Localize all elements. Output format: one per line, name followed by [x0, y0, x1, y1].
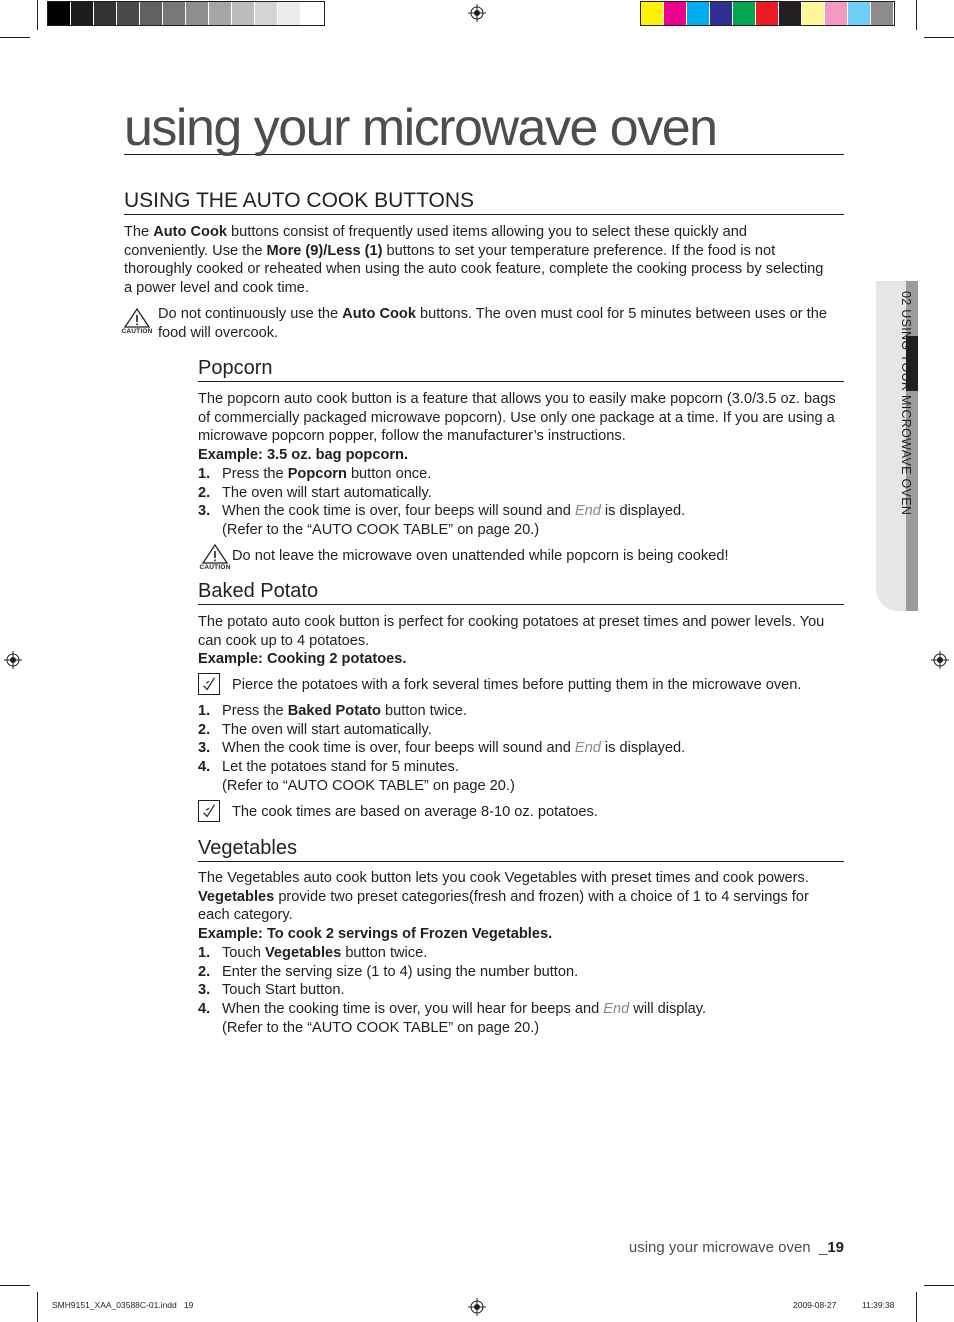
- side-tab-label: 02 USING YOUR MICROWAVE OVEN: [899, 291, 913, 516]
- color-swatch: [641, 2, 664, 25]
- popcorn-caution-text: Do not leave the microwave oven unattended while popcorn is being cooked!: [232, 548, 729, 564]
- vegetables-steps: [198, 944, 844, 1038]
- caution-icon: [119, 307, 155, 337]
- grayscale-swatch-bar: [47, 1, 325, 26]
- crop-mark: [37, 0, 38, 30]
- crop-mark: [916, 1292, 917, 1322]
- list-item: 2. The oven will start automatically.: [198, 721, 432, 738]
- list-item: 1. Press the Baked Potato button twice.: [198, 703, 467, 719]
- color-swatch: [163, 2, 186, 25]
- print-slug-date: 2009-08-27: [793, 1300, 837, 1310]
- potato-reference: (Refer to “AUTO COOK TABLE” on page 20.): [222, 777, 515, 794]
- print-slug-time: 11:39:38: [862, 1300, 895, 1310]
- crop-mark: [0, 37, 30, 38]
- color-swatch: [255, 2, 278, 25]
- color-swatch: [186, 2, 209, 25]
- potato-note-2: The cook times are based on average 8-10 oz. potatoes.: [232, 804, 598, 820]
- color-swatch: [802, 2, 825, 25]
- crop-mark: [924, 1285, 954, 1286]
- baked-potato-heading: Baked Potato: [198, 579, 844, 605]
- popcorn-heading: Popcorn: [198, 356, 844, 382]
- list-item: 2. The oven will start automatically.: [198, 484, 432, 501]
- color-swatch: [140, 2, 163, 25]
- color-swatch: [871, 2, 894, 25]
- vegetables-description: The Vegetables auto cook button lets you cook Vegetables with preset times and cook powers. Vegetables provide two preset categories(fresh and frozen) with a choice of 1 to 4 servings for each category.: [198, 870, 809, 924]
- color-swatch: [825, 2, 848, 25]
- page-footer: using your microwave oven _19: [628, 1239, 844, 1256]
- registration-mark-icon: [468, 4, 486, 22]
- color-swatch: [710, 2, 733, 25]
- caution-text: Do not continuously use the Auto Cook buttons. The oven must cool for 5 minutes between uses or the food will overcook.: [158, 306, 827, 341]
- intro-paragraph: The Auto Cook buttons consist of frequently used items allowing you to select these quickly and conveniently. Use the More (9)/Less (1) buttons to set your temperature preference. If the food is not thoroughly cooked or reheated when using the auto cook feature, complete the cooking process by selecting a power level and cook time.: [124, 224, 824, 297]
- caution-icon: [197, 543, 233, 573]
- page-number: 19: [827, 1239, 844, 1256]
- list-item: 3. When the cook time is over, four beeps will sound and End is displayed.: [198, 503, 686, 520]
- caution-label: CAUTION: [199, 564, 231, 571]
- print-slug-filename: SMH9151_XAA_03588C-01.indd 19: [52, 1300, 194, 1310]
- color-swatch: [301, 2, 324, 25]
- list-item: 2. Enter the serving size (1 to 4) using the number button.: [198, 963, 579, 980]
- registration-mark-icon: [4, 651, 22, 669]
- list-item: 3. Touch Start button.: [198, 982, 345, 999]
- note-icon: [198, 800, 220, 822]
- color-swatch: [48, 2, 71, 25]
- crop-mark: [916, 0, 917, 30]
- vegetables-reference: (Refer to the “AUTO COOK TABLE” on page 20.): [222, 1019, 540, 1036]
- potato-steps: [198, 702, 844, 796]
- list-item: 1. Press the Popcorn button once.: [198, 466, 432, 482]
- list-item: 4. When the cooking time is over, you will hear for beeps and End will display.: [198, 1001, 707, 1018]
- crop-mark: [0, 1285, 30, 1286]
- section-heading: USING THE AUTO COOK BUTTONS: [124, 188, 844, 215]
- color-swatch: [94, 2, 117, 25]
- list-item: 1. Touch Vegetables button twice.: [198, 945, 428, 961]
- potato-example: Example: Cooking 2 potatoes.: [198, 651, 407, 667]
- color-swatch: [733, 2, 756, 25]
- popcorn-steps: [198, 465, 844, 540]
- color-swatch-bar: [640, 1, 895, 26]
- color-swatch: [117, 2, 140, 25]
- color-swatch: [209, 2, 232, 25]
- vegetables-heading: Vegetables: [198, 836, 844, 862]
- potato-description: The potato auto cook button is perfect for cooking potatoes at preset times and power levels. You can cook up to 4 potatoes.: [198, 614, 825, 649]
- page-title: using your microwave oven: [124, 102, 844, 155]
- list-item: 3. When the cook time is over, four beeps will sound and End is displayed.: [198, 740, 686, 757]
- popcorn-reference: (Refer to the “AUTO COOK TABLE” on page 20.): [222, 522, 540, 539]
- crop-mark: [37, 1292, 38, 1322]
- color-swatch: [756, 2, 779, 25]
- crop-mark: [924, 37, 954, 38]
- color-swatch: [232, 2, 255, 25]
- color-swatch: [278, 2, 301, 25]
- color-swatch: [848, 2, 871, 25]
- popcorn-description: The popcorn auto cook button is a feature that allows you to easily make popcorn (3.0/3.5 oz. bags of commercially packaged microwave popcorn). Use only one package at a time. If you are using a microwave popcorn popper, follow the manufacturer’s instructions.: [198, 391, 836, 445]
- caution-label: CAUTION: [121, 328, 153, 335]
- vegetables-example: Example: To cook 2 servings of Frozen Vegetables.: [198, 926, 553, 942]
- potato-note: Pierce the potatoes with a fork several times before putting them in the microwave oven.: [232, 677, 802, 693]
- note-icon: [198, 673, 220, 695]
- popcorn-example: Example: 3.5 oz. bag popcorn.: [198, 447, 409, 463]
- registration-mark-icon: [931, 651, 949, 669]
- color-swatch: [779, 2, 802, 25]
- color-swatch: [687, 2, 710, 25]
- color-swatch: [71, 2, 94, 25]
- color-swatch: [664, 2, 687, 25]
- list-item: 4. Let the potatoes stand for 5 minutes.: [198, 759, 459, 776]
- registration-mark-icon: [468, 1298, 486, 1316]
